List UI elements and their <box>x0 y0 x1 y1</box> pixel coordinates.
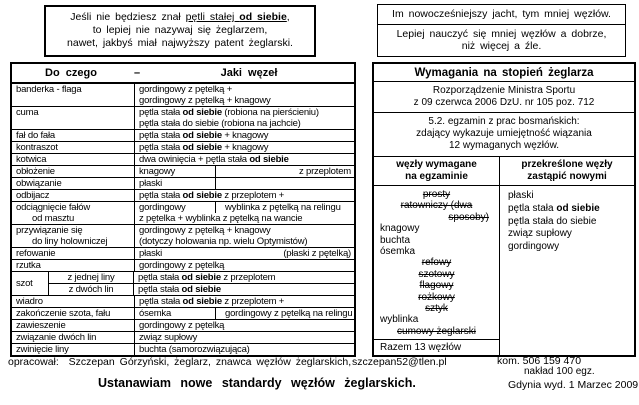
table-row <box>12 166 354 178</box>
replacement-knot-item: gordingowy <box>508 241 560 253</box>
knot-cell: gordingowy wyblinka z pętelką na relingu z pętelka + wyblinka z pętelką na wancie <box>139 202 341 224</box>
header-jaki-wezel: Jaki węzeł <box>220 67 278 79</box>
table-row <box>12 225 354 248</box>
table-row <box>12 248 354 260</box>
knot-cell: pętla stała od siebie <box>138 284 221 295</box>
table-row <box>12 107 354 130</box>
replacement-knot-item: pętla stała do siebie <box>508 215 597 227</box>
knot-cell: płaski (płaski z pętelką) <box>139 248 351 259</box>
table-row <box>12 320 354 332</box>
quote-box-right-1: Im nowocześniejszy jacht, tym mniej węzłów. <box>377 4 626 25</box>
usage-cell: refowanie <box>12 248 135 259</box>
quote-box-left <box>44 5 316 57</box>
usage-cell: obłożenie <box>12 166 135 177</box>
knot-cell: pętla stała od siebie z przeplotem + <box>139 296 285 307</box>
required-knot-item: ratowniczy (dwa <box>400 200 473 212</box>
table-row <box>12 296 354 308</box>
quote-left-line1: Jeśli nie będziesz znał pętli stałej od siebie, <box>70 11 290 23</box>
knot-lists-columns <box>374 157 634 355</box>
knot-cell: gordingowy z pętelką + knagowy (dotyczy holowania np. wielu Optymistów) <box>139 225 308 247</box>
usage-cell: odbijacz <box>12 190 135 201</box>
required-knot-item: prosty <box>422 189 451 200</box>
sub-label: z jednej liny <box>49 272 134 283</box>
replacement-knots-column <box>500 157 634 355</box>
usage-cell: szot <box>12 272 49 295</box>
usage-cell: rzutka <box>12 260 135 271</box>
table-row <box>12 308 354 320</box>
usage-cell: odciągnięcie fałów od masztu <box>12 202 135 224</box>
usage-cell: cuma <box>12 107 135 129</box>
sub-row <box>49 272 354 283</box>
replacement-knot-item: związ supłowy <box>508 228 572 240</box>
required-knots-column <box>374 157 500 355</box>
knot-usage-table <box>10 62 356 357</box>
knot-cell: płaski <box>135 178 354 189</box>
email-text: szczepan52@tlen.pl <box>352 356 447 368</box>
slogan-text: Ustanawiam nowe standardy węzłów żeglarskich. <box>98 376 416 390</box>
knot-table-header <box>12 64 354 84</box>
usage-cell: kotwica <box>12 154 135 165</box>
quote-boxes-right <box>377 4 626 57</box>
author-line: opracował: Szczepan Górzyński, żeglarz, znawca węzłów żeglarskich, <box>8 356 352 368</box>
usage-cell: związanie dwóch lin <box>12 332 135 343</box>
required-knot-item: knagowy <box>380 223 420 235</box>
usage-cell: kontraszot <box>12 142 135 153</box>
table-row <box>12 272 354 296</box>
required-knots-list <box>374 186 499 339</box>
required-knot-item: szotowy <box>418 268 455 280</box>
usage-cell: obwiązanie <box>12 178 135 189</box>
requirements-panel <box>372 62 636 357</box>
required-knot-item: cumowy żeglarski <box>397 325 476 337</box>
print-run-text: nakład 100 egz. <box>524 366 595 377</box>
knot-cell: knagowy z przeplotem <box>139 166 351 177</box>
sub-label: z dwóch lin <box>49 284 134 295</box>
exam-text: 5.2. egzamin z prac bosmańskich: zdający wykazuje umiejętność wiązania 12 wymaganych węzłów. <box>374 113 634 157</box>
requirements-title: Wymagania na stopień żeglarza <box>374 64 634 82</box>
table-row <box>12 332 354 344</box>
replacement-knots-header: przekreślone węzły zastąpić nowymi <box>500 157 634 186</box>
knot-cell: gordingowy z pętelką <box>139 260 225 271</box>
replacement-knot-item: płaski <box>508 190 534 201</box>
required-knot-item: rożkowy <box>418 291 455 303</box>
knot-cell: pętla stała od siebie + knagowy <box>139 130 269 141</box>
table-row <box>12 130 354 142</box>
phone-text: kom. 506 159 470 <box>497 355 582 367</box>
replacement-knots-list <box>500 186 634 254</box>
table-row <box>12 142 354 154</box>
header-do-czego: Do czego <box>45 67 97 79</box>
knot-cell: buchta (samorozwiązująca) <box>139 344 250 355</box>
knot-cell: związ supłowy <box>139 332 198 343</box>
required-knot-item: sposoby) <box>448 211 489 223</box>
table-row <box>12 344 354 355</box>
replacement-knot-item: pętla stała od siebie <box>508 202 600 214</box>
table-row <box>12 190 354 202</box>
knot-cell: pętla stała od siebie z przeplotem <box>138 272 276 283</box>
required-knot-item: buchta <box>380 234 411 246</box>
regulation-text: Rozporządzenie Ministra Sportu z 09 czerwca 2006 DzU. nr 105 poz. 712 <box>374 82 634 113</box>
required-knot-item: refowy <box>421 257 452 269</box>
knot-cell: pętla stała od siebie (robiona na pierścieniu) pętla stała do siebie (robiona na jachcie) <box>139 107 319 129</box>
quote-box-right-2: Lepiej nauczyć się mniej węzłów a dobrze, niż więcej a źle. <box>377 25 626 57</box>
usage-cell: zwinięcie liny <box>12 344 135 355</box>
sub-row <box>49 283 354 295</box>
table-row <box>12 84 354 107</box>
usage-cell: zawieszenie <box>12 320 135 331</box>
knot-cell: pętla stała od siebie z przeplotem + <box>139 190 285 201</box>
required-knots-header: węzły wymagane na egzaminie <box>374 157 499 186</box>
usage-cell: fał do fała <box>12 130 135 141</box>
knots-total: Razem 13 węzłów <box>374 339 499 355</box>
required-knot-item: wyblinka <box>380 314 419 326</box>
table-row <box>12 260 354 272</box>
knot-cell: ósemka gordingowy z pętelką na relingu <box>139 308 353 319</box>
underlined-phrase: pętli stałej od siebie <box>185 11 287 23</box>
required-knot-item: ósemka <box>380 246 416 258</box>
required-knot-item: flagowy <box>419 280 454 292</box>
usage-cell: banderka - flaga <box>12 84 135 106</box>
knot-cell: pętla stała od siebie + knagowy <box>139 142 269 153</box>
usage-cell: przywiązanie się do liny holowniczej <box>12 225 135 247</box>
sub-rows <box>49 272 354 295</box>
knot-cell: gordingowy z pętelką <box>139 320 225 331</box>
knot-cell: dwa owinięcia + pętla stała od siebie <box>139 154 289 165</box>
required-knot-item: sztyk <box>425 303 448 315</box>
quote-left-line2: to lepiej nie nazywaj się żeglarzem, <box>92 24 268 36</box>
place-date-text: Gdynia wyd. 1 Marzec 2009 <box>508 379 639 391</box>
table-row <box>12 202 354 225</box>
usage-cell: zakończenie szota, fału <box>12 308 135 319</box>
knot-table-body <box>12 84 354 355</box>
knot-cell: gordingowy z pętelką + gordingowy z pętelką + knagowy <box>139 84 271 106</box>
usage-cell: wiadro <box>12 296 135 307</box>
table-row <box>12 178 354 190</box>
quote-left-line3: nawet, jakbyś miał najwyższy patent żeglarski. <box>67 37 293 49</box>
table-row <box>12 154 354 166</box>
header-dash: – <box>133 67 141 79</box>
